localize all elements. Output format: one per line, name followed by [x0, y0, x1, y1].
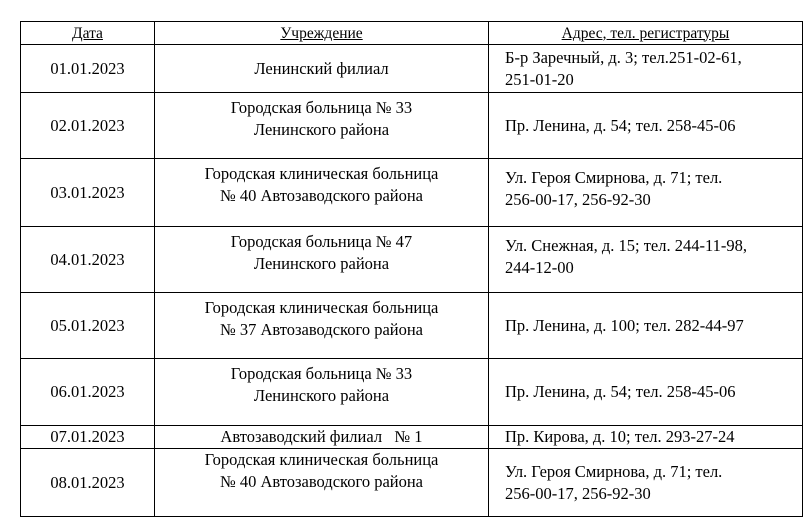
institution-cell	[155, 426, 489, 449]
address-cell	[489, 293, 803, 359]
address-cell	[489, 93, 803, 159]
table-row	[21, 227, 803, 293]
address-line: Б-р Заречный, д. 3; тел.251-02-61,	[505, 47, 742, 67]
address-cell	[489, 159, 803, 227]
institution-cell	[155, 227, 489, 293]
institution-line: Городская клиническая больница	[204, 450, 439, 469]
table-row	[21, 159, 803, 227]
institution-cell	[155, 449, 489, 517]
address-cell	[489, 449, 803, 517]
institution-line: Городская больница № 47	[230, 232, 413, 251]
institution-cell	[155, 93, 489, 159]
table-row	[21, 449, 803, 517]
date-cell: 04.01.2023	[21, 227, 155, 293]
date-cell: 06.01.2023	[21, 359, 155, 426]
table-row	[21, 426, 803, 449]
date-cell: 02.01.2023	[21, 93, 155, 159]
institution-line: Городская больница № 33	[230, 364, 413, 383]
address-line: Ул. Героя Смирнова, д. 71; тел.	[505, 461, 723, 481]
header-address: Адрес, тел. регистратуры	[489, 22, 803, 45]
table-row	[21, 93, 803, 159]
institution-line: № 37 Автозаводского района	[219, 320, 423, 339]
institution-line: Городская больница № 33	[230, 98, 413, 117]
address-line: 244-12-00	[505, 258, 574, 277]
schedule-table	[20, 21, 803, 517]
institution-line: Городская клиническая больница	[204, 298, 439, 317]
table-row	[21, 359, 803, 426]
address-line: Пр. Кирова, д. 10; тел. 293-27-24	[505, 427, 735, 446]
institution-line: Ленинский филиал	[254, 58, 389, 78]
date-cell: 05.01.2023	[21, 293, 155, 359]
institution-cell	[155, 293, 489, 359]
address-line: Пр. Ленина, д. 100; тел. 282-44-97	[505, 315, 744, 335]
institution-line: Городская клиническая больница	[204, 164, 439, 183]
date-cell: 01.01.2023	[21, 45, 155, 93]
table-row	[21, 45, 803, 93]
institution-line: Ленинского района	[253, 386, 390, 405]
institution-line: Ленинского района	[253, 120, 390, 139]
institution-line: № 40 Автозаводского района	[219, 472, 423, 491]
header-date: Дата	[21, 22, 155, 45]
address-cell	[489, 426, 803, 449]
address-line: Пр. Ленина, д. 54; тел. 258-45-06	[505, 115, 736, 135]
institution-cell	[155, 45, 489, 93]
address-cell	[489, 227, 803, 293]
address-line: Ул. Героя Смирнова, д. 71; тел.	[505, 168, 723, 187]
institution-cell	[155, 159, 489, 227]
address-line: Ул. Снежная, д. 15; тел. 244-11-98,	[505, 236, 747, 255]
date-cell: 08.01.2023	[21, 449, 155, 517]
date-cell: 03.01.2023	[21, 159, 155, 227]
address-line: 251-01-20	[505, 69, 574, 89]
institution-line: Ленинского района	[253, 254, 390, 273]
table-row	[21, 293, 803, 359]
header-institution: Учреждение	[155, 22, 489, 45]
institution-line: Автозаводский филиал № 1	[220, 427, 423, 446]
header-row	[21, 22, 803, 45]
address-line: 256-00-17, 256-92-30	[505, 483, 651, 503]
address-cell	[489, 359, 803, 426]
date-cell: 07.01.2023	[21, 426, 155, 449]
address-cell	[489, 45, 803, 93]
address-line: Пр. Ленина, д. 54; тел. 258-45-06	[505, 382, 736, 401]
institution-line: № 40 Автозаводского района	[219, 186, 423, 205]
institution-cell	[155, 359, 489, 426]
address-line: 256-00-17, 256-92-30	[505, 190, 651, 209]
